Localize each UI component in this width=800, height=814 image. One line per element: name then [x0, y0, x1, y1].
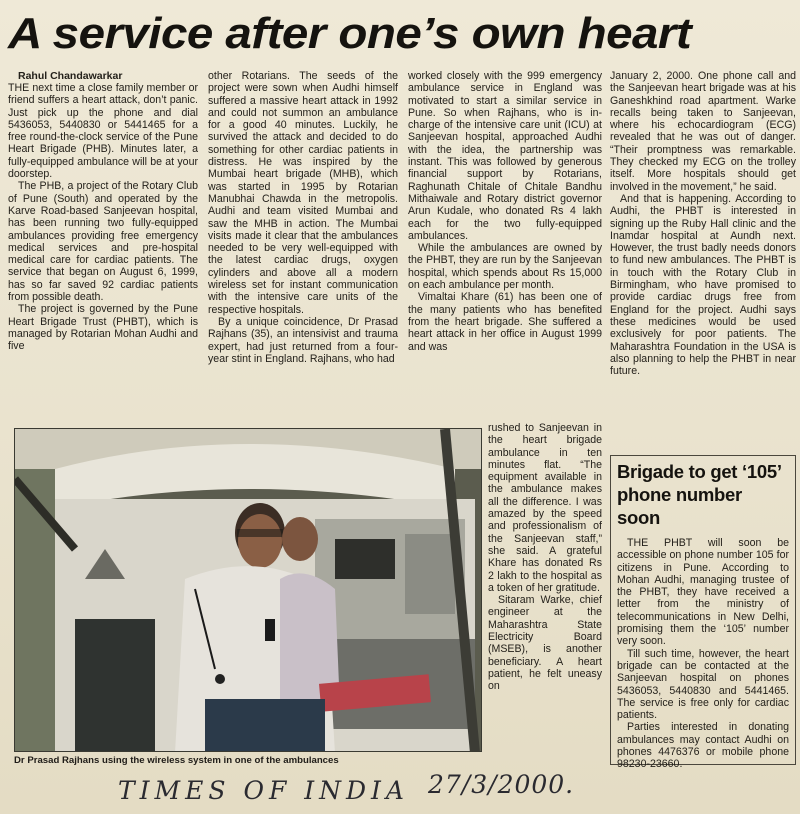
paragraph: The PHB, a project of the Rotary Club of Pune (South) and operated by the Karve Road-based Sanjeevan hospital, has been running two fully-equipped ambulances providing free emergency medical services and pre-hospital medical care for cardiac patients. The service that began on August 6, 1999, has so far saved 92 cardiac patients from possible death.	[8, 180, 198, 304]
column-4	[610, 70, 796, 377]
column-1	[8, 70, 198, 353]
byline: Rahul Chandawarkar	[18, 70, 123, 82]
paragraph: By a unique coincidence, Dr Prasad Rajhans (35), an intensivist and trauma expert, had just returned from a four-year stint in England. Rajhans, who had	[208, 315, 398, 365]
ambulance-photo	[14, 428, 482, 752]
sidebar-box	[610, 455, 796, 771]
column-2	[208, 70, 398, 365]
column-3	[408, 70, 602, 353]
sidebar-title: Brigade to get ‘105’ phone number soon	[617, 461, 781, 528]
paragraph: Till such time, however, the heart brigade can be contacted at the Sanjeevan hospital on phones 5436053, 5440830 and 5441465. The service is free only for cardiac patients.	[617, 647, 789, 722]
paragraph: Sitaram Warke, chief engineer at the Maharashtra State Electricity Board (MSEB), is another beneficiary. A heart patient, he felt uneasy on	[488, 594, 602, 693]
paragraph: While the ambulances are owned by the PHBT, they are run by the Sanjeevan hospital, which spends about Rs 15,000 on each ambulance per month.	[408, 242, 602, 292]
paragraph: other Rotarians. The seeds of the project were sown when Audhi himself suffered a massive heart attack in 1992 and could not summon an ambulance for a good 40 minutes. Luckily, he survived the attack and decided to do something for other cardiac patients in distress. He was inspired by the Mumbai heart brigade (MHB), which was started in 1995 by Rotarian Manubhai Chawda in the metropolis. Audhi and team visited Mumbai and saw the MHB in action. The Mumbai visits made it clear that the ambulances needed to be very well-equipped with the latest cardiac drugs, oxygen cylinders and above all a modern wireless set for instant communication with the intensive care units of the respective hospitals.	[208, 70, 398, 316]
paragraph: Parties interested in donating ambulances may contact Audhi on phones 4476376 or mobile phone 98230-23660.	[617, 721, 789, 771]
paragraph: worked closely with the 999 emergency ambulance service in England was motivated to start a similar service in Pune. So when Rajhans, who is in-charge of the intensive care unit (ICU) at Sanjeevan hospital, approached Audhi with the idea, the partnership was instant. This was followed by generous financial support by Rotarians, Raghunath Chitale of Chitale Bandhu Mithaiwale and Rotary district governor Arun Kudale, who donated Rs 4 lakh each for the two fully-equipped ambulances.	[408, 70, 602, 242]
paragraph: THE next time a close family member or friend suffers a heart attack, don’t panic. Just pick up the phone and dial 5436053, 5440830 or 5441465 for a free round-the-clock service of the Pune Heart Brigade (PHB). Minutes later, a fully-equipped ambulance will be at your doorstep.	[8, 82, 198, 181]
paragraph: rushed to Sanjeevan in the heart brigade ambulance in ten minutes flat. “The equipment available in the ambulance makes all the difference. I was amazed by the speed and professionalism of the Sanjeevan staff,” she said. A grateful Khare has donated Rs 2 lakh to the hospital as a token of her gratitude.	[488, 422, 602, 594]
column-3-continued	[488, 422, 602, 693]
handwritten-source: TIMES OF INDIA	[118, 776, 409, 805]
sidebar-body	[617, 537, 789, 771]
paragraph: The project is governed by the Pune Heart Brigade Trust (PHBT), which is managed by Rotarian Mohan Audhi and five	[8, 303, 198, 353]
photo-caption: Dr Prasad Rajhans using the wireless system in one of the ambulances	[14, 755, 339, 766]
handwritten-annotation	[118, 770, 678, 810]
paragraph: And that is happening. According to Audhi, the PHBT is interested in signing up the Ruby Hall clinic and the Inamdar hospital at Aundh next. However, the trust badly needs donors to fund new ambulances. The PHBT is in touch with the Rotary Club in Birmingham, who have promised to provide cardiac drugs free from England for the project. Audhi says these medicines would be used exclusively for poor patients. The Maharashtra Foundation in the USA is also planning to help the PHBT in near future.	[610, 192, 796, 378]
paragraph: Vimaltai Khare (61) has been one of the many patients who has benefited from the heart brigade. She suffered a heart attack in her office in August 1999 and was	[408, 291, 602, 353]
handwritten-date: 27/3/2000.	[428, 770, 575, 799]
headline: A service after one’s own heart	[8, 9, 692, 58]
paragraph: January 2, 2000. One phone call and the Sanjeevan heart brigade was at his Ganeshkhind road apartment. Warke recalls being taken to Sanjeevan, where his echocardiogram (ECG) revealed that he was out of danger. “Their promptness was remarkable. They checked my ECG on the trolley itself. More hospitals should get involved in the movement,” he said.	[610, 70, 796, 193]
paragraph: THE PHBT will soon be accessible on phone number 105 for citizens in Pune. According to Mohan Audhi, managing trustee of the PHBT, they have received a letter from the ministry of telecommunications in New Delhi, promising them the ‘105’ number very soon.	[617, 537, 789, 648]
